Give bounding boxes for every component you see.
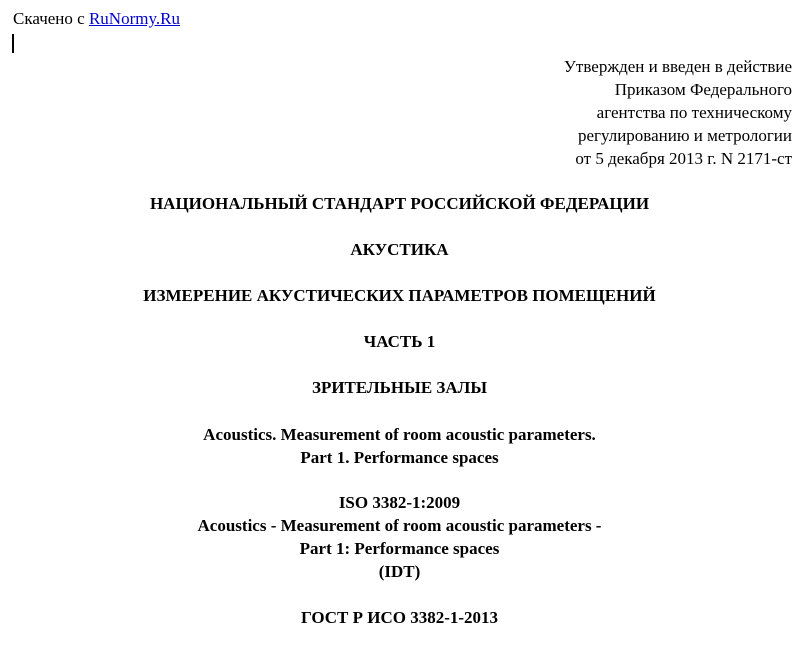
standard-type-heading xyxy=(0,192,799,215)
part-name: ЗРИТЕЛЬНЫЕ ЗАЛЫ xyxy=(311,378,488,397)
subject-heading xyxy=(0,238,799,261)
standard-type: НАЦИОНАЛЬНЫЙ СТАНДАРТ РОССИЙСКОЙ ФЕДЕРАЦИИ xyxy=(149,194,650,213)
iso-title-line: Part 1: Performance spaces xyxy=(299,539,500,558)
approval-line: от 5 декабря 2013 г. N 2171-ст xyxy=(575,149,792,168)
gost-block xyxy=(0,606,799,629)
approval-line: агентства по техническому xyxy=(596,103,792,122)
source-line xyxy=(13,8,180,30)
english-title-block xyxy=(0,423,799,469)
source-prefix: Скачено с xyxy=(13,9,85,28)
iso-degree: (IDT) xyxy=(378,562,421,581)
english-title-line: Acoustics. Measurement of room acoustic parameters. xyxy=(203,425,596,444)
iso-title-line: Acoustics - Measurement of room acoustic parameters - xyxy=(197,516,602,535)
approval-line: регулированию и метрологии xyxy=(577,126,792,145)
approval-line: Утвержден и введен в действие xyxy=(563,57,792,76)
approval-line: Приказом Федерального xyxy=(614,80,792,99)
approval-block xyxy=(564,55,792,170)
document-name-heading xyxy=(0,284,799,307)
iso-block xyxy=(0,491,799,583)
part-number: ЧАСТЬ 1 xyxy=(363,332,436,351)
english-title-line: Part 1. Performance spaces xyxy=(300,448,499,467)
part-name-heading xyxy=(0,376,799,399)
gost-code: ГОСТ Р ИСО 3382-1-2013 xyxy=(300,608,499,627)
part-heading xyxy=(0,330,799,353)
text-cursor xyxy=(12,34,14,53)
document-name: ИЗМЕРЕНИЕ АКУСТИЧЕСКИХ ПАРАМЕТРОВ ПОМЕЩЕНИЙ xyxy=(143,286,656,305)
subject: АКУСТИКА xyxy=(350,240,449,259)
iso-code: ISO 3382-1:2009 xyxy=(338,493,461,512)
source-link[interactable]: RuNormy.Ru xyxy=(88,9,180,28)
